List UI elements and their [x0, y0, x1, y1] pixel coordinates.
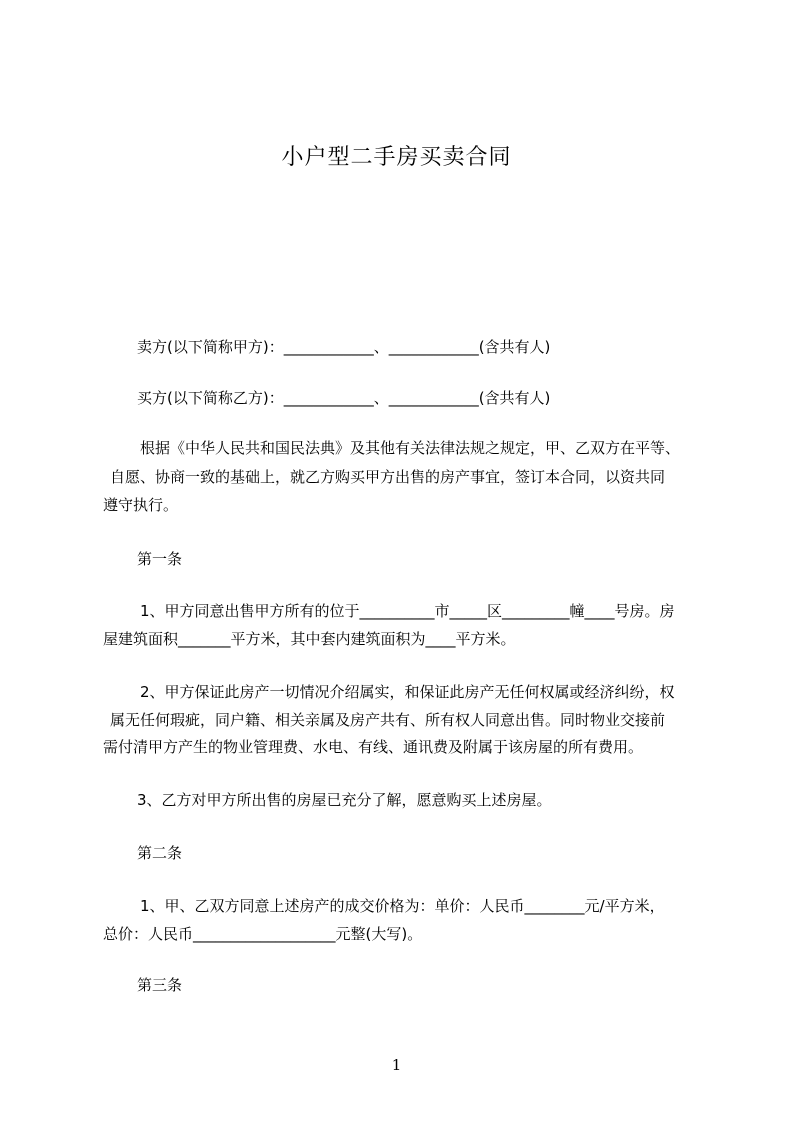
article-1-clause-2-line: 属无任何瑕疵，同户籍、相关亲属及房产共有、所有权人同意出售。同时物业交接前 [110, 711, 666, 729]
article-1-clause-3: 3、乙方对甲方所出售的房屋已充分了解，愿意购买上述房屋。 [137, 791, 552, 809]
page-number: 1 [391, 1056, 402, 1074]
article-1-clause-1-line: 1、甲方同意出售甲方所有的位于__________市_____区_________幢____号房。房 [140, 602, 675, 620]
article-1-clause-2-line: 需付清甲方产生的物业管理费、水电、有线、通讯费及附属于该房屋的所有费用。 [103, 738, 644, 756]
article-2-heading: 第二条 [137, 844, 183, 862]
preamble-line: 根据《中华人民共和国民法典》及其他有关法律法规之规定，甲、乙双方在平等、 [140, 439, 681, 457]
buyer-line: 买方(以下简称乙方)：____________、____________(含共有人) [137, 389, 551, 407]
article-1-clause-2-line: 2、甲方保证此房产一切情况介绍属实，和保证此房产无任何权属或经济纠纷，权 [140, 683, 675, 701]
article-2-clause-1-line: 总价：人民币___________________元整(大写)。 [103, 925, 423, 943]
preamble-line: 遵守执行。 [103, 496, 179, 514]
document-title: 小户型二手房买卖合同 [281, 145, 512, 170]
article-2-clause-1-line: 1、甲、乙双方同意上述房产的成交价格为：单价：人民币________元/平方米， [140, 897, 665, 915]
article-3-heading: 第三条 [137, 976, 183, 994]
article-1-heading: 第一条 [137, 550, 183, 568]
preamble-line: 自愿、协商一致的基础上，就乙方购买甲方出售的房产事宜，签订本合同，以资共同 [110, 468, 666, 486]
article-1-clause-1-line: 屋建筑面积_______平方米，其中套内建筑面积为____平方米。 [103, 630, 516, 648]
seller-line: 卖方(以下简称甲方)：____________、____________(含共有人) [137, 338, 551, 356]
